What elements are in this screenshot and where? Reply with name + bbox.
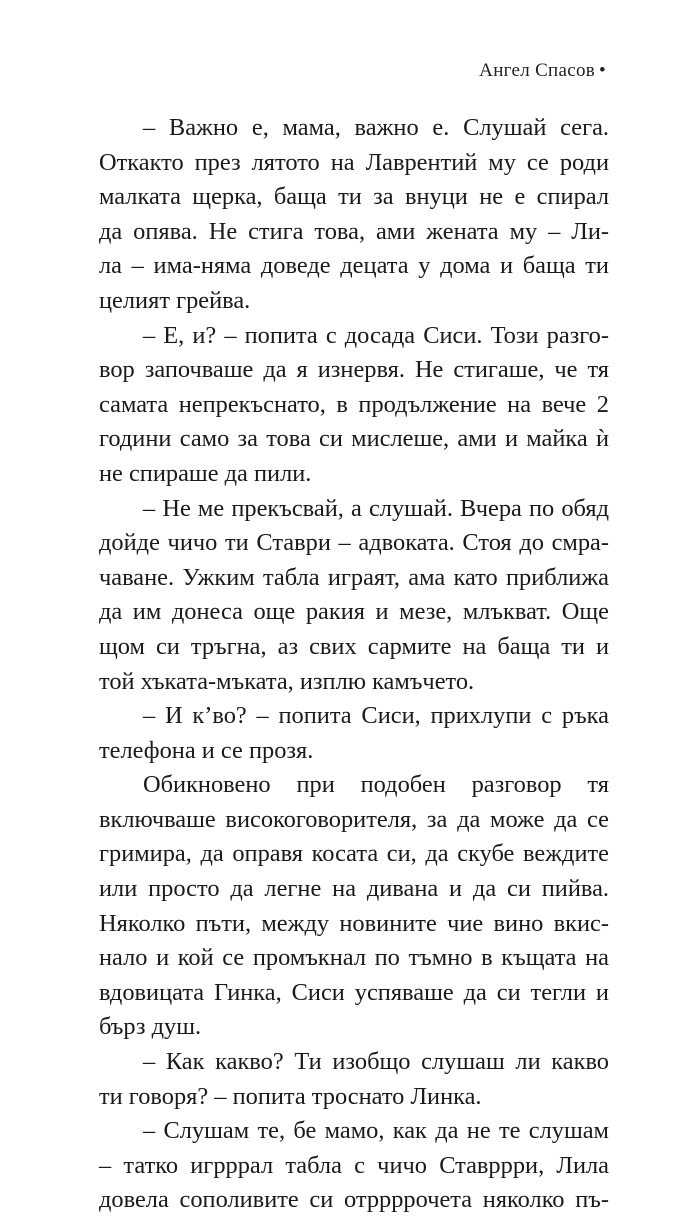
body-text [99,111,609,1218]
text-line: години само за това си мислеше, ами и майка ѝ [99,425,609,453]
text-line: самата непрекъснато, в продължение на вече 2 [99,390,609,418]
text-line: гримира, да оправя косата си, да скубе веждите [99,840,609,868]
text-line: да им донеса още ракия и мезе, млъкват. Още [99,598,609,626]
text-line: включваше високоговорителя, за да може да се [99,805,609,833]
text-line: бърз душ. [99,1013,202,1041]
text-line: нало и кой се промъкнал по тъмно в къщата на [99,944,609,972]
text-line: Няколко пъти, между новините чие вино вкис- [99,909,609,937]
text-line: или просто да легне на дивана и да си пийва. [99,875,609,903]
text-line: – Как какво? Ти изобщо слушаш ли какво [143,1048,609,1076]
text-line: целият грейва. [99,286,251,314]
text-line: – татко игрррал табла с чичо Ставррри, Лила [99,1151,609,1179]
author-name: Ангел Спасов [479,60,596,81]
text-line: – Важно е, мама, важно е. Слушай сега. [143,114,609,141]
text-line: – Е, и? – попита с досада Сиси. Този разго- [143,321,609,349]
text-line: да опява. Не стига това, ами жената му – Ли- [99,217,609,245]
text-line: чаване. Ужким табла играят, ама като приближа [99,563,609,591]
text-line: малката щерка, баща ти за внуци не е спирал [99,183,609,211]
text-line: той хъката-мъката, изплю камъчето. [99,667,475,695]
text-line: вдовицата Гинка, Сиси успяваше да си тегли и [99,978,609,1006]
text-line: дойде чичо ти Ставри – адвоката. Стоя до смра- [99,529,609,557]
text-line: Откакто през лятото на Лаврентий му се роди [99,148,609,176]
text-line: – Не ме прекъсвай, а слушай. Вчера по обяд [143,494,609,522]
text-line: не спираше да пили. [99,459,312,487]
text-line: ти говоря? – попита троснато Линка. [99,1082,482,1110]
text-line: ла – има-няма доведе децата у дома и баща ти [99,252,609,280]
text-line: – Слушам те, бе мамо, как да не те слушам [143,1117,609,1145]
text-line: – И к’во? – попита Сиси, прихлупи с ръка [143,702,609,730]
text-line: вор започваше да я изнервя. Не стигаше, че тя [99,356,609,384]
running-header [479,60,606,82]
text-line: Обикновено при подобен разговор тя [143,771,609,799]
header-bullet: • [599,60,606,81]
text-line: довела сополивите си отррррочета няколко пъ- [99,1186,609,1214]
text-line: телефона и се прозя. [99,736,314,764]
text-line: щом си тръгна, аз свих сармите на баща ти и [99,632,609,660]
